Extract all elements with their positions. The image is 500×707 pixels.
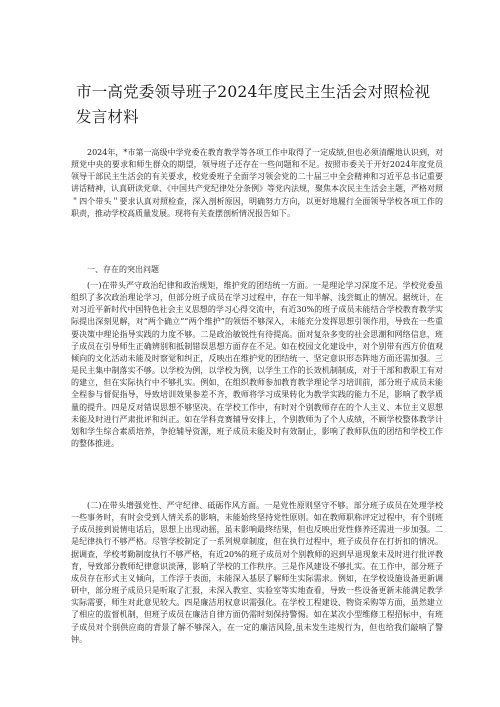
document-title: 市一高党委领导班子2024年度民主生活会对照检视发言材料 [76, 83, 431, 126]
section-heading: 一、存在的突出问题 [87, 265, 159, 274]
intro-paragraph: 2024年，*市第一高级中学党委在教育教学等各项工作中取得了一定成绩,但也必须清醒地认识到，对照党中央的要求和师生群众的期望，领导班子还存在一些问题和不足。按照市委关于开好2024年度党员领导干部民主生活会的有关要求，校党委班子全面学习领会党的二十届三中全会精神和习近平总书记重要讲话精神，认真研读党章、《中国共产党纪律处分条例》等党内法规，聚焦本次民主生活会主题，严格对照＂四个带头＂要求认真对照检查，深入剖析原因，明确努力方向，以更好地履行全面领导学校各项工作的职责，推动学校高质量发展。现将有关查摆剖析情况报告如下。 [71, 148, 443, 218]
body-paragraph: (一)在带头严守政治纪律和政治规矩，维护党的团结统一方面。一是理论学习深度不足。学校党委虽组织了多次政治理论学习，但部分班子成员在学习过程中，存在一知半解、浅尝辄止的情况。据统计，在对习近平新时代中国特色社会主义思想的学习心得交流中，有近30%的班子成员未能结合学校教育教学实际提出深刻见解，对“两个确立”“两个维护”的领悟不够深入，未能充分发挥思想引领作用，导致在一些重要决策中理论指导实践的力度不够。二是政治敏锐性有待提高。面对复杂多变的社会思潮和网络信息，班子成员在引导师生正确辨别和抵制错误思想方面存在不足。如在校园文化建设中，对个别带有西方价值观倾向的文化活动未能及时察觉和纠正，反映出在维护党的团结统一、坚定意识形态阵地方面还需加强。三是民主集中制落实不够。以学校为例，以学校为例，以学生工作的长效机制制成，对于干部和教职工有对的建立，但在实际执行中不够扎实。例如，在组织教师参加教育教学理论学习培训前，部分班子成员未能全程参与督促指导，导致培训效果参差不齐，教师将学习成果转化为教学实践的能力不足，影响了教学质量的提升。四是反对错误思想不够坚决。在学校工作中，有时对个别教师存在的个人主义、本位主义思想未能及时进行严肃批评和纠正。如在学科竞赛辅导安排上，个别教师为了个人成绩，不顾学校整体教学计划和学生综合素质培养，争抢辅导资源，班子成员未能及时有效制止，影响了教师队伍的团结和学校工作的整体推进。 [71, 281, 443, 449]
body-paragraph: (二)在带头增强党性、严守纪律、砥砺作风方面。一是党性原则坚守不够。部分班子成员在处理学校一些事务时，有时会受到人情关系的影响，未能始终坚持党性原则。如在教师职称评定过程中，有个别班子成员接到说情电话后，思想上出现动摇，虽未影响最终结果，但也反映出党性修养还需进一步加强。二是纪律执行不够严格。尽管学校制定了一系列规章制度，但在执行过程中，班子成员存在打折扣的情况。据调查，学校考勤制度执行不够严格，有近20%的班子成员对个别教师的迟到早退现象未及时进行批评教育，导致部分教师纪律意识淡薄，影响了学校的工作秩序。三是作风建设不够扎实。在工作中，部分班子成员存在形式主义倾向，工作浮于表面，未能深入基层了解师生实际需求。例如，在学校设施设备更新调研中，部分班子成员只是听取了汇报，未深入教室、实验室等实地查看，导致一些设备更新未能满足教学实际需要，师生对此意见较大。四是廉洁用权意识需强化。在学校工程建设、物资采购等方面，虽然建立了相应的监督机制，但班子成员在廉洁自律方面仍需时刻保持警惕。如在某次小型维修工程招标中，有班子成员对个别供应商的背景了解不够深入，在一定的廉洁风险,虽未发生违规行为，但也给我们敲响了警钟。 [71, 501, 443, 644]
